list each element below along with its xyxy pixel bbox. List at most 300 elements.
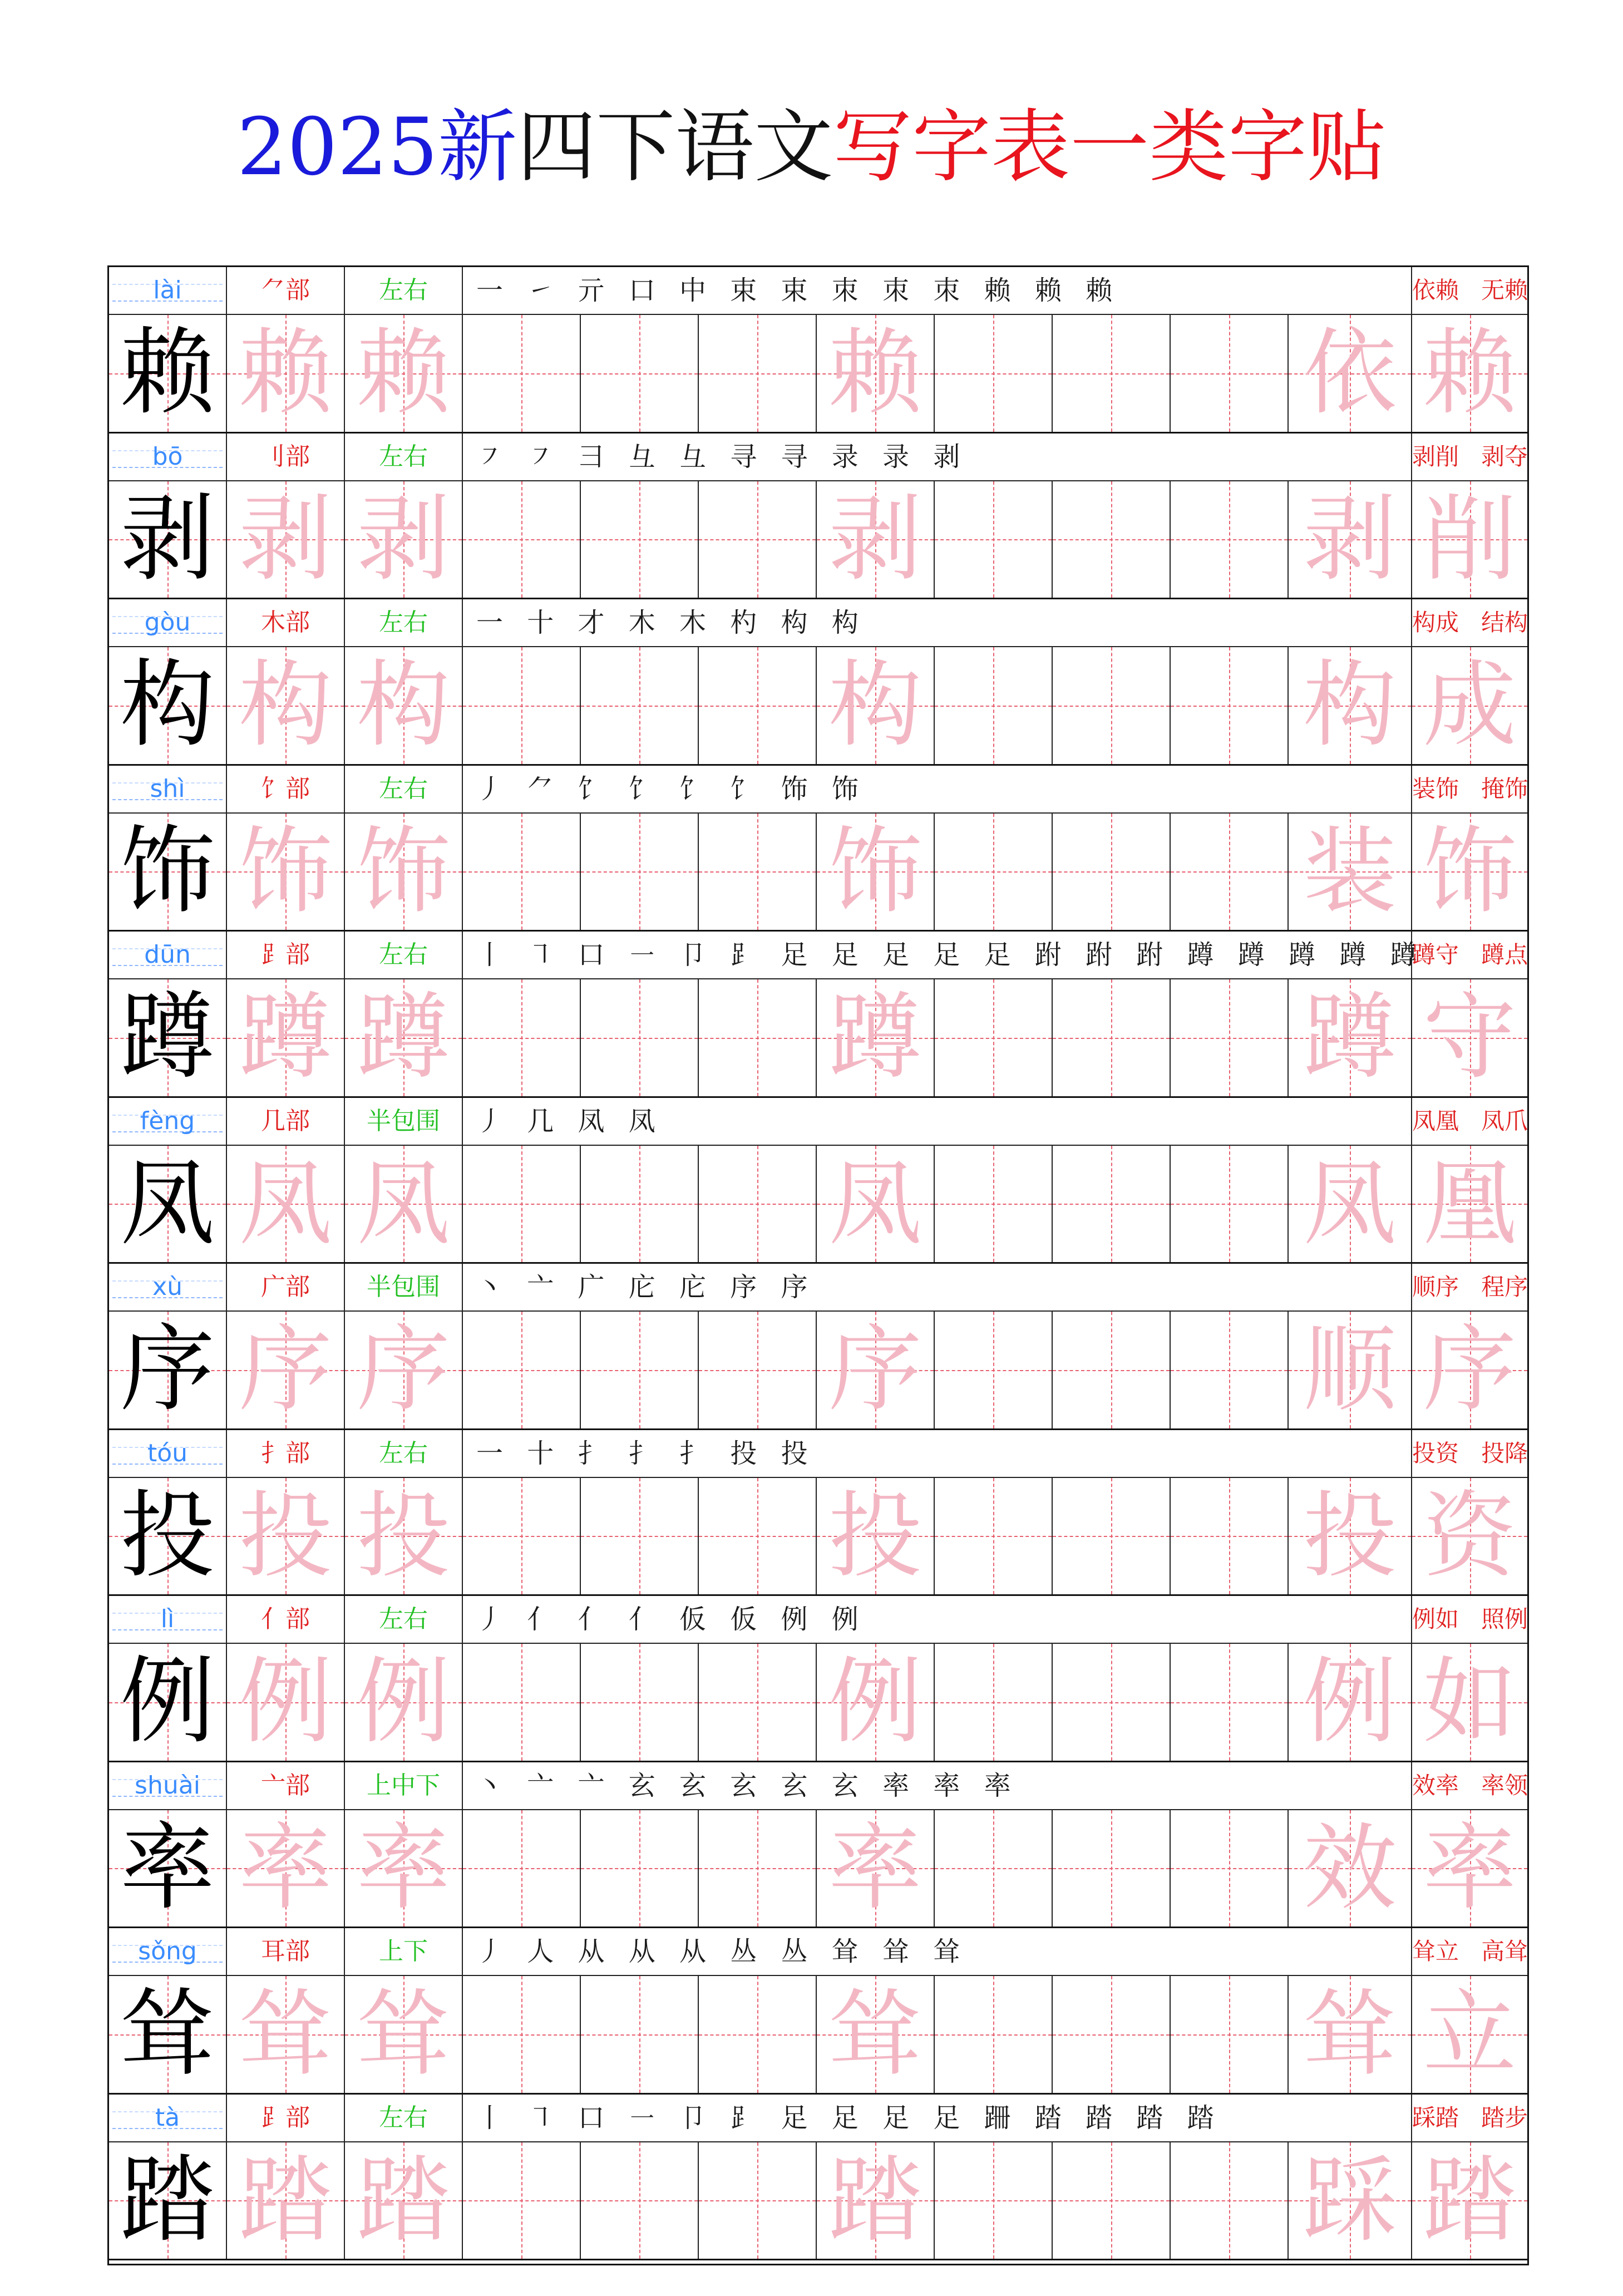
guide-line-vertical — [1229, 979, 1230, 1096]
pinyin-text: lài — [153, 276, 182, 304]
trace-character[interactable] — [345, 2142, 463, 2259]
guide-line-vertical — [1229, 1644, 1230, 1761]
info-row — [109, 1596, 1527, 1644]
trace-word-character — [1289, 814, 1412, 930]
practice-box[interactable] — [463, 481, 581, 598]
guide-line-vertical — [757, 647, 758, 764]
trace-word-character — [1289, 1312, 1412, 1428]
practice-box[interactable] — [699, 481, 817, 598]
practice-box[interactable] — [1171, 1810, 1289, 1927]
guide-line-vertical — [757, 1976, 758, 2093]
trace-glyph: 构 — [357, 651, 450, 760]
trace-glyph: 成 — [1423, 651, 1517, 760]
stroke-order-cell: 丨 ㇕ 口 ㇐ 卩 ⻊ 足 足 足 足 跚 踏 踏 踏 踏 — [463, 2095, 1412, 2141]
practice-box[interactable] — [581, 1478, 699, 1595]
trace-glyph: 率 — [828, 1813, 922, 1923]
guide-line-vertical — [521, 481, 522, 598]
structure-cell: 左右 — [345, 433, 463, 480]
info-row — [109, 1430, 1527, 1478]
structure-cell: 左右 — [345, 1430, 463, 1477]
trace-character[interactable] — [345, 979, 463, 1096]
practice-box[interactable] — [1053, 647, 1171, 764]
pinyin-cell — [109, 1264, 227, 1310]
trace-character[interactable] — [817, 1976, 935, 2093]
pinyin-text: gòu — [144, 608, 191, 637]
model-character — [109, 647, 227, 764]
example-word: 踩踏 — [1412, 2103, 1459, 2131]
practice-box[interactable] — [1171, 315, 1289, 432]
stroke-order-cell: 丶 亠 亠 玄 玄 玄 玄 玄 率 率 率 — [463, 1762, 1412, 1809]
practice-row — [109, 979, 1527, 1098]
info-row — [109, 267, 1527, 315]
trace-glyph: 凰 — [1423, 1149, 1517, 1258]
info-row — [109, 766, 1527, 814]
trace-word-character — [1289, 481, 1412, 598]
trace-word-character — [1412, 2142, 1527, 2259]
trace-glyph: 耸 — [357, 1979, 450, 2088]
practice-box[interactable] — [581, 979, 699, 1096]
info-row — [109, 1098, 1527, 1146]
guide-line-vertical — [993, 979, 994, 1096]
trace-character[interactable] — [227, 647, 345, 764]
pinyin-text: lì — [160, 1605, 175, 1633]
practice-box[interactable] — [463, 1146, 581, 1263]
example-word: 依赖 — [1412, 277, 1459, 304]
radical-cell: ⻊部 — [227, 2095, 345, 2141]
practice-box[interactable] — [463, 1478, 581, 1595]
guide-line-vertical — [1111, 1644, 1112, 1761]
trace-glyph: 踏 — [1423, 2145, 1517, 2255]
trace-character[interactable] — [227, 481, 345, 598]
example-word: 率领 — [1481, 1771, 1528, 1799]
trace-word-character — [1412, 1312, 1527, 1428]
guide-line-vertical — [521, 1312, 522, 1428]
practice-box[interactable] — [463, 647, 581, 764]
guide-line-vertical — [639, 315, 640, 432]
radical-cell: 扌部 — [227, 1430, 345, 1477]
guide-line-vertical — [1229, 481, 1230, 598]
stroke-order-cell: 丶 亠 广 庀 庀 序 序 — [463, 1264, 1412, 1310]
practice-box[interactable] — [1171, 1644, 1289, 1761]
guide-line-vertical — [521, 1146, 522, 1263]
guide-line-vertical — [1111, 1146, 1112, 1263]
trace-glyph: 剥 — [357, 484, 450, 594]
trace-character[interactable] — [345, 315, 463, 432]
trace-glyph: 蹲 — [828, 983, 922, 1092]
guide-line-vertical — [639, 481, 640, 598]
radical-cell: 饣部 — [227, 766, 345, 812]
guide-line-vertical — [1111, 481, 1112, 598]
trace-character[interactable] — [227, 1976, 345, 2093]
radical-cell: 刂部 — [227, 433, 345, 480]
guide-line-vertical — [993, 1312, 994, 1428]
trace-glyph: 例 — [357, 1647, 450, 1756]
trace-word-character — [1412, 647, 1527, 764]
practice-box[interactable] — [1171, 2142, 1289, 2259]
practice-box[interactable] — [699, 1146, 817, 1263]
trace-character[interactable] — [227, 1810, 345, 1927]
trace-character[interactable] — [227, 1312, 345, 1428]
guide-line-vertical — [1229, 315, 1230, 432]
practice-box[interactable] — [1053, 1312, 1171, 1428]
trace-glyph: 凤 — [357, 1149, 450, 1258]
trace-glyph: 蹲 — [239, 983, 332, 1092]
practice-box[interactable] — [581, 1810, 699, 1927]
stroke-order-cell: ㇇ ㇇ 彐 彑 彑 寻 寻 录 录 剥 — [463, 433, 1412, 480]
trace-character[interactable] — [345, 1478, 463, 1595]
trace-glyph: 踏 — [828, 2145, 922, 2255]
example-word: 耸立 — [1412, 1938, 1459, 1965]
example-words-cell — [1412, 1430, 1527, 1477]
example-word: 结构 — [1481, 609, 1528, 636]
structure-cell: 左右 — [345, 1596, 463, 1643]
trace-character[interactable] — [227, 979, 345, 1096]
trace-character[interactable] — [345, 814, 463, 930]
example-word: 掩饰 — [1481, 775, 1528, 802]
trace-glyph: 例 — [1303, 1647, 1397, 1756]
example-word: 无赖 — [1481, 277, 1528, 304]
guide-line-vertical — [521, 1478, 522, 1595]
practice-box[interactable] — [935, 1312, 1053, 1428]
guide-line-vertical — [757, 979, 758, 1096]
example-word: 例如 — [1412, 1605, 1459, 1633]
example-words-cell — [1412, 932, 1527, 978]
guide-line-vertical — [1111, 315, 1112, 432]
model-glyph: 序 — [120, 1314, 215, 1425]
guide-line-vertical — [993, 647, 994, 764]
practice-box[interactable] — [935, 1644, 1053, 1761]
model-glyph: 投 — [120, 1480, 215, 1591]
practice-box[interactable] — [1053, 1146, 1171, 1263]
trace-glyph: 构 — [239, 651, 332, 760]
practice-box[interactable] — [1053, 814, 1171, 930]
trace-character[interactable] — [227, 2142, 345, 2259]
guide-line-vertical — [757, 2142, 758, 2259]
practice-box[interactable] — [699, 315, 817, 432]
trace-character[interactable] — [227, 814, 345, 930]
practice-box[interactable] — [935, 814, 1053, 930]
guide-line-vertical — [993, 315, 994, 432]
guide-line-vertical — [757, 1478, 758, 1595]
trace-character[interactable] — [817, 1478, 935, 1595]
info-row — [109, 1264, 1527, 1312]
radical-cell: 木部 — [227, 599, 345, 646]
trace-glyph: 例 — [239, 1647, 332, 1756]
trace-glyph: 资 — [1423, 1481, 1517, 1590]
trace-glyph: 饰 — [239, 816, 332, 926]
trace-glyph: 立 — [1423, 1979, 1517, 2088]
trace-character[interactable] — [345, 1312, 463, 1428]
practice-box[interactable] — [463, 1312, 581, 1428]
trace-glyph: 序 — [357, 1315, 450, 1424]
trace-character[interactable] — [817, 315, 935, 432]
model-character — [109, 2142, 227, 2259]
practice-box[interactable] — [935, 1976, 1053, 2093]
trace-glyph: 剥 — [239, 484, 332, 594]
practice-box[interactable] — [463, 2142, 581, 2259]
model-character — [109, 1976, 227, 2093]
trace-glyph: 构 — [828, 651, 922, 760]
practice-box[interactable] — [1053, 979, 1171, 1096]
practice-box[interactable] — [935, 647, 1053, 764]
structure-cell: 上下 — [345, 1928, 463, 1975]
pinyin-text: shì — [150, 774, 185, 803]
trace-character[interactable] — [817, 1810, 935, 1927]
trace-character[interactable] — [817, 2142, 935, 2259]
trace-glyph: 蹲 — [357, 983, 450, 1092]
trace-character[interactable] — [817, 1146, 935, 1263]
trace-glyph: 序 — [239, 1315, 332, 1424]
practice-box[interactable] — [1171, 647, 1289, 764]
trace-glyph: 投 — [357, 1481, 450, 1590]
practice-box[interactable] — [581, 647, 699, 764]
trace-glyph: 饰 — [1423, 816, 1517, 926]
example-word: 构成 — [1412, 609, 1459, 636]
guide-line-vertical — [639, 2142, 640, 2259]
model-glyph: 耸 — [120, 1979, 215, 2089]
guide-line-vertical — [639, 814, 640, 930]
guide-line-vertical — [993, 481, 994, 598]
trace-character[interactable] — [227, 1478, 345, 1595]
pinyin-text: bō — [152, 442, 183, 471]
trace-character[interactable] — [345, 481, 463, 598]
trace-character[interactable] — [817, 1312, 935, 1428]
trace-word-character — [1289, 979, 1412, 1096]
guide-line-vertical — [757, 315, 758, 432]
practice-box[interactable] — [699, 814, 817, 930]
trace-glyph: 例 — [828, 1647, 922, 1756]
practice-box[interactable] — [1053, 1644, 1171, 1761]
guide-line-vertical — [1229, 647, 1230, 764]
structure-cell: 左右 — [345, 2095, 463, 2141]
practice-box[interactable] — [699, 1312, 817, 1428]
model-character — [109, 1146, 227, 1263]
guide-line-vertical — [1111, 1810, 1112, 1927]
pinyin-text: xù — [152, 1273, 182, 1301]
guide-line-vertical — [1111, 2142, 1112, 2259]
pinyin-text: sǒng — [138, 1937, 197, 1965]
practice-row — [109, 315, 1527, 433]
structure-cell: 半包围 — [345, 1264, 463, 1310]
guide-line-vertical — [993, 814, 994, 930]
practice-box[interactable] — [935, 481, 1053, 598]
practice-box[interactable] — [581, 481, 699, 598]
practice-box[interactable] — [699, 1478, 817, 1595]
practice-box[interactable] — [699, 1644, 817, 1761]
practice-box[interactable] — [1053, 1976, 1171, 2093]
guide-line-vertical — [1111, 979, 1112, 1096]
practice-box[interactable] — [1053, 1810, 1171, 1927]
guide-line-vertical — [1111, 1478, 1112, 1595]
trace-character[interactable] — [345, 1976, 463, 2093]
practice-box[interactable] — [1053, 2142, 1171, 2259]
pinyin-cell — [109, 1762, 227, 1809]
trace-character[interactable] — [345, 1644, 463, 1761]
trace-word-character — [1412, 481, 1527, 598]
practice-box[interactable] — [581, 1146, 699, 1263]
guide-line-vertical — [639, 1478, 640, 1595]
example-word: 顺序 — [1412, 1273, 1459, 1300]
trace-glyph: 饰 — [357, 816, 450, 926]
practice-box[interactable] — [1171, 979, 1289, 1096]
practice-box[interactable] — [935, 2142, 1053, 2259]
practice-box[interactable] — [1171, 1976, 1289, 2093]
trace-character[interactable] — [345, 1810, 463, 1927]
trace-glyph: 削 — [1423, 484, 1517, 594]
practice-box[interactable] — [935, 1810, 1053, 1927]
guide-line-vertical — [993, 1478, 994, 1595]
practice-box[interactable] — [581, 315, 699, 432]
trace-character[interactable] — [345, 1146, 463, 1263]
practice-box[interactable] — [581, 814, 699, 930]
trace-character[interactable] — [227, 1644, 345, 1761]
trace-character[interactable] — [817, 647, 935, 764]
practice-box[interactable] — [463, 1976, 581, 2093]
practice-box[interactable] — [935, 315, 1053, 432]
practice-box[interactable] — [1053, 481, 1171, 598]
example-word: 投资 — [1412, 1439, 1459, 1467]
practice-box[interactable] — [581, 2142, 699, 2259]
pinyin-text: tóu — [147, 1438, 188, 1467]
practice-row — [109, 1146, 1527, 1264]
trace-word-character — [1412, 979, 1527, 1096]
pinyin-cell — [109, 1098, 227, 1145]
trace-word-character — [1412, 315, 1527, 432]
radical-cell: 广部 — [227, 1264, 345, 1310]
practice-box[interactable] — [463, 315, 581, 432]
trace-glyph: 率 — [239, 1813, 332, 1923]
stroke-order-cell: 丿 亻 亻 亻 仮 仮 例 例 — [463, 1596, 1412, 1643]
practice-box[interactable] — [581, 1312, 699, 1428]
practice-row — [109, 1312, 1527, 1430]
guide-line-vertical — [757, 814, 758, 930]
trace-word-character — [1289, 1810, 1412, 1927]
example-words-cell — [1412, 267, 1527, 314]
guide-line-vertical — [1229, 814, 1230, 930]
guide-line-vertical — [521, 814, 522, 930]
practice-box[interactable] — [935, 979, 1053, 1096]
trace-word-character — [1412, 1810, 1527, 1927]
trace-glyph: 耸 — [828, 1979, 922, 2088]
trace-character[interactable] — [817, 481, 935, 598]
trace-glyph: 踩 — [1303, 2145, 1397, 2255]
practice-box[interactable] — [581, 1644, 699, 1761]
practice-box[interactable] — [463, 1810, 581, 1927]
trace-word-character — [1289, 1976, 1412, 2093]
trace-glyph: 踏 — [357, 2145, 450, 2255]
pinyin-cell — [109, 1430, 227, 1477]
example-word: 装饰 — [1412, 775, 1459, 802]
practice-box[interactable] — [1053, 1478, 1171, 1595]
trace-glyph: 顺 — [1303, 1315, 1397, 1424]
practice-box[interactable] — [1171, 481, 1289, 598]
practice-box[interactable] — [699, 979, 817, 1096]
trace-word-character — [1289, 1644, 1412, 1761]
radical-cell: 耳部 — [227, 1928, 345, 1975]
trace-character[interactable] — [817, 814, 935, 930]
trace-glyph: 凤 — [239, 1149, 332, 1258]
guide-line-vertical — [1229, 2142, 1230, 2259]
pinyin-text: dūn — [144, 940, 191, 969]
model-glyph: 剥 — [120, 484, 215, 594]
trace-glyph: 耸 — [239, 1979, 332, 2088]
practice-box[interactable] — [581, 1976, 699, 2093]
trace-word-character — [1289, 315, 1412, 432]
trace-character[interactable] — [817, 979, 935, 1096]
stroke-order-cell: 丿 人 从 从 从 丛 丛 耸 耸 耸 — [463, 1928, 1412, 1975]
stroke-order-cell: 一 十 才 木 木 杓 构 构 — [463, 599, 1412, 646]
trace-character[interactable] — [817, 1644, 935, 1761]
model-glyph: 例 — [120, 1647, 215, 1757]
info-row — [109, 1928, 1527, 1976]
example-word: 凤凰 — [1412, 1107, 1459, 1135]
practice-box[interactable] — [699, 2142, 817, 2259]
radical-cell: 亠部 — [227, 1762, 345, 1809]
pinyin-cell — [109, 433, 227, 480]
trace-glyph: 投 — [1303, 1481, 1397, 1590]
info-row — [109, 932, 1527, 979]
practice-row — [109, 814, 1527, 932]
trace-glyph: 序 — [828, 1315, 922, 1424]
pinyin-text: shuài — [135, 1771, 200, 1800]
model-glyph: 赖 — [120, 318, 215, 428]
practice-box[interactable] — [699, 1976, 817, 2093]
practice-box[interactable] — [699, 647, 817, 764]
guide-line-vertical — [757, 481, 758, 598]
practice-box[interactable] — [1171, 1146, 1289, 1263]
practice-row — [109, 1478, 1527, 1597]
trace-glyph: 率 — [357, 1813, 450, 1923]
practice-row — [109, 481, 1527, 600]
guide-line-vertical — [639, 1810, 640, 1927]
guide-line-vertical — [1111, 814, 1112, 930]
practice-box[interactable] — [1171, 814, 1289, 930]
guide-line-vertical — [521, 647, 522, 764]
practice-box[interactable] — [935, 1146, 1053, 1263]
example-words-cell — [1412, 766, 1527, 812]
model-glyph: 凤 — [120, 1148, 215, 1259]
trace-glyph: 凤 — [828, 1149, 922, 1258]
stroke-order-cell: 一 十 扌 扌 扌 投 投 — [463, 1430, 1412, 1477]
guide-line-vertical — [639, 1312, 640, 1428]
practice-box[interactable] — [463, 1644, 581, 1761]
trace-character[interactable] — [227, 1146, 345, 1263]
model-glyph: 构 — [120, 650, 215, 760]
practice-box[interactable] — [699, 1810, 817, 1927]
guide-line-vertical — [521, 979, 522, 1096]
guide-line-vertical — [757, 1644, 758, 1761]
trace-character[interactable] — [227, 315, 345, 432]
practice-box[interactable] — [935, 1478, 1053, 1595]
model-character — [109, 481, 227, 598]
guide-line-vertical — [521, 1976, 522, 2093]
radical-cell: ⻊部 — [227, 932, 345, 978]
practice-box[interactable] — [463, 979, 581, 1096]
practice-box[interactable] — [1053, 315, 1171, 432]
trace-word-character — [1412, 814, 1527, 930]
practice-box[interactable] — [1171, 1478, 1289, 1595]
example-word: 凤爪 — [1481, 1107, 1528, 1135]
model-glyph: 踏 — [120, 2145, 215, 2255]
practice-box[interactable] — [463, 814, 581, 930]
trace-character[interactable] — [345, 647, 463, 764]
trace-glyph: 赖 — [1423, 318, 1517, 427]
example-word: 剥削 — [1412, 442, 1459, 470]
practice-box[interactable] — [1171, 1312, 1289, 1428]
radical-cell: 几部 — [227, 1098, 345, 1145]
trace-glyph: 投 — [239, 1481, 332, 1590]
guide-line-vertical — [639, 1146, 640, 1263]
